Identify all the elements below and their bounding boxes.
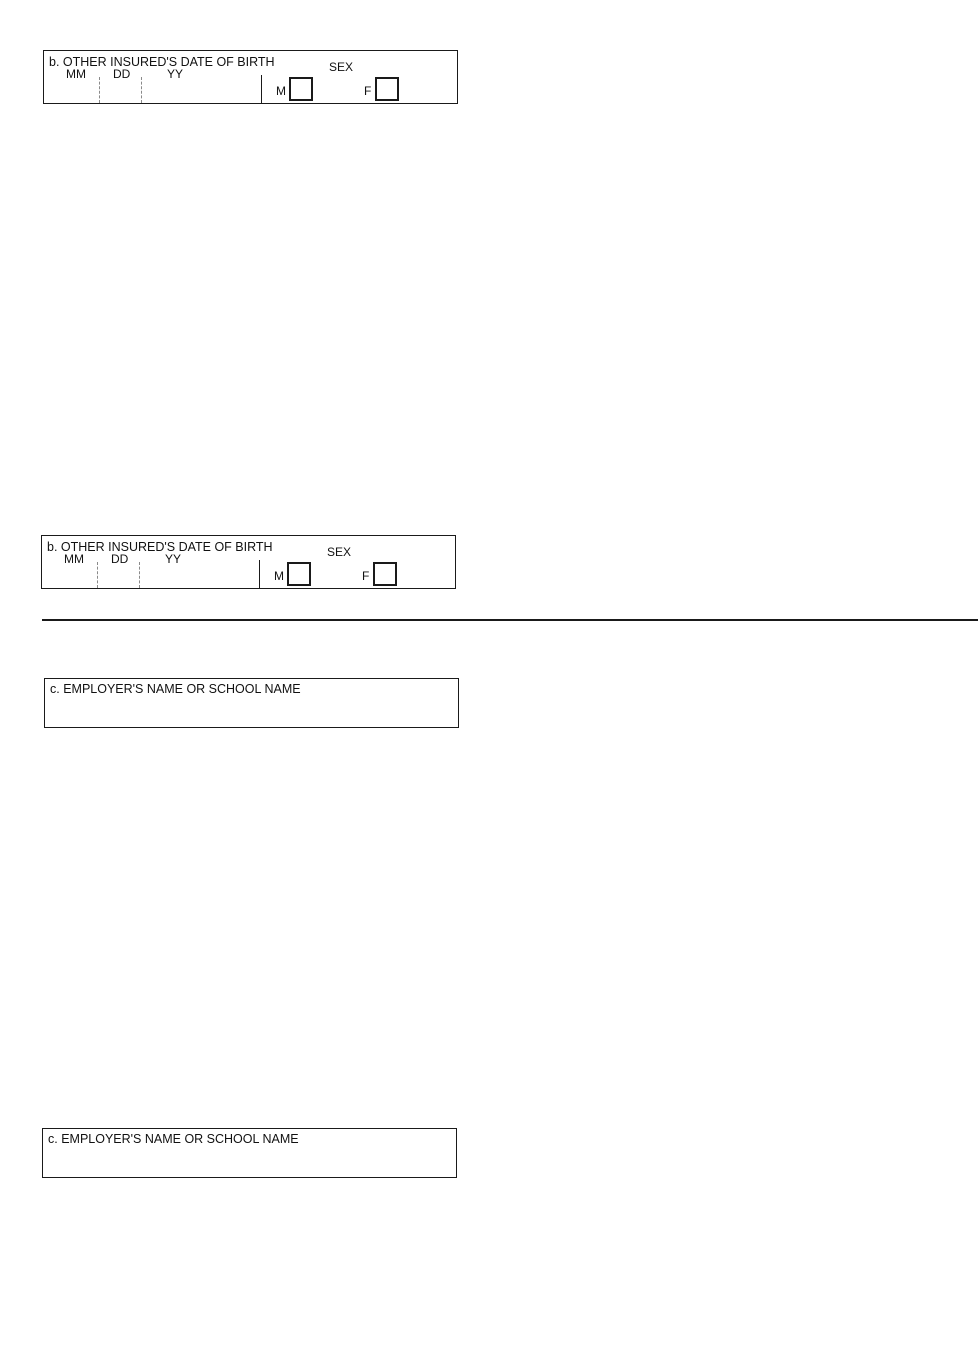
male-checkbox[interactable] — [289, 77, 313, 101]
female-label: F — [364, 84, 372, 98]
female-label: F — [362, 569, 370, 583]
section-divider — [42, 619, 978, 621]
dd-yy-divider — [141, 77, 142, 103]
sex-label: SEX — [329, 60, 354, 74]
employer-field-1[interactable] — [44, 678, 459, 728]
dob-field-label: b. OTHER INSURED'S DATE OF BIRTH — [47, 540, 273, 554]
dd-yy-divider — [139, 562, 140, 588]
employer-field-label: c. EMPLOYER'S NAME OR SCHOOL NAME — [50, 682, 301, 696]
yy-label: YY — [167, 67, 184, 81]
dob-field-1 — [43, 50, 458, 104]
mm-dd-divider — [97, 562, 98, 588]
mm-dd-divider — [99, 77, 100, 103]
male-label: M — [276, 84, 286, 98]
mm-label: MM — [66, 67, 86, 81]
dob-field-label: b. OTHER INSURED'S DATE OF BIRTH — [49, 55, 275, 69]
employer-field-label: c. EMPLOYER'S NAME OR SCHOOL NAME — [48, 1132, 299, 1146]
dd-label: DD — [113, 67, 131, 81]
mm-label: MM — [64, 552, 84, 566]
female-checkbox[interactable] — [375, 77, 399, 101]
dd-label: DD — [111, 552, 129, 566]
yy-label: YY — [165, 552, 182, 566]
male-checkbox[interactable] — [287, 562, 311, 586]
male-label: M — [274, 569, 284, 583]
female-checkbox[interactable] — [373, 562, 397, 586]
sex-divider — [261, 75, 262, 103]
dob-field-2 — [41, 535, 456, 589]
sex-divider — [259, 560, 260, 588]
sex-label: SEX — [327, 545, 352, 559]
employer-field-2[interactable] — [42, 1128, 457, 1178]
